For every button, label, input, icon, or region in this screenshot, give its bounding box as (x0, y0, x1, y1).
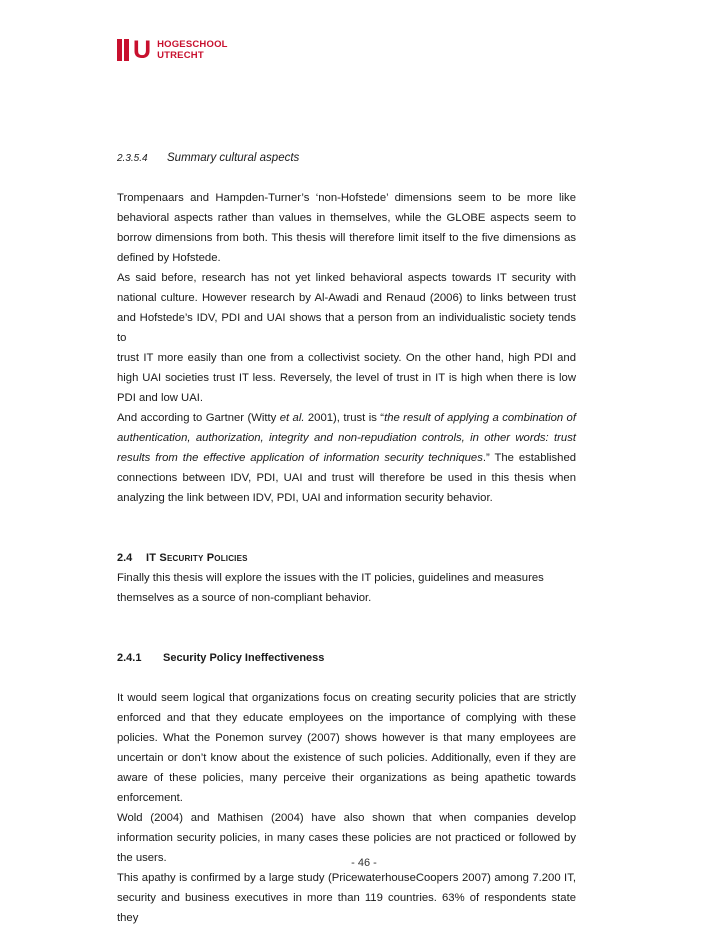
heading-title: Security Policy Ineffectiveness (163, 652, 325, 664)
heading-title: Summary cultural aspects (167, 152, 300, 164)
text-line: information security policies, in many cases these policies are not practiced or followed by (117, 832, 576, 844)
heading-title: IT Security Policies (146, 552, 248, 564)
text-run: And according to Gartner (Witty (117, 412, 280, 424)
text-line: Finally this thesis will explore the issues with the IT policies, guidelines and measures (117, 572, 544, 584)
text-run-italic: et al. (279, 412, 305, 424)
text-line (117, 428, 576, 448)
text-line: enforced and that they educate employees on the importance of complying with these (117, 712, 576, 724)
text-line: Wold (2004) and Mathisen (2004) have also shown that when companies develop (117, 812, 576, 824)
text-line: uncertain or don’t know about the existence of such policies. Additionally, even if they are (117, 752, 576, 764)
page-content (117, 148, 576, 928)
text-line (117, 448, 576, 468)
text-line: the users. (117, 852, 167, 864)
text-line: and Hofstede’s IDV, PDI and UAI shows that a person from an individualistic society tends to (117, 312, 576, 344)
heading-2-3-5-4 (117, 148, 576, 168)
text-run: .” The established (482, 452, 577, 464)
logo-text (157, 39, 228, 61)
paragraph-7 (117, 868, 576, 928)
text-run: 2001), trust is “ (304, 412, 385, 424)
heading-number: 2.3.5.4 (117, 152, 148, 164)
paragraph-1 (117, 188, 576, 268)
text-line: themselves as a source of non-compliant behavior. (117, 592, 372, 604)
text-line: analyzing the link between IDV, PDI, UAI and information security behavior. (117, 492, 493, 504)
text-line: policies. What the Ponemon survey (2007) shows however is that many employees are (117, 732, 576, 744)
text-line: defined by Hofstede. (117, 252, 221, 264)
text-line: Trompenaars and Hampden-Turner’s ‘non-Hofstede’ dimensions seem to be more like (117, 192, 576, 204)
text-line: enforcement. (117, 792, 183, 804)
hu-logo-mark-icon (117, 38, 151, 62)
logo-bar-2 (124, 39, 129, 61)
text-line: PDI and low UAI. (117, 392, 204, 404)
text-line: borrow dimensions from both. This thesis will therefore limit itself to the five dimensions as (117, 232, 576, 244)
text-line: trust IT more easily than one from a collectivist society. On the other hand, high PDI and (117, 352, 576, 364)
paragraph-3 (117, 408, 576, 508)
logo-u-glyph: U (133, 36, 152, 64)
paragraph-5 (117, 688, 576, 808)
heading-number: 2.4.1 (117, 652, 142, 664)
text-run-italic: authentication, authorization, integrity and non-repudiation controls, in other words: trust (117, 432, 576, 444)
text-run-italic: results from the effective application of information security techniques (117, 452, 483, 464)
text-line: This apathy is confirmed by a large study (PricewaterhouseCoopers 2007) among 7.200 IT, (117, 872, 576, 884)
text-line: As said before, research has not yet linked behavioral aspects towards IT security with (117, 272, 576, 284)
paragraph-2 (117, 268, 576, 408)
text-line: connections between IDV, PDI, UAI and trust will therefore be used in this thesis when (117, 472, 576, 484)
heading-2-4 (117, 548, 576, 568)
text-line: behavioral aspects rather than values in themselves, while the GLOBE aspects seem to (117, 212, 576, 224)
logo-line-2: UTRECHT (157, 50, 204, 61)
text-line: high UAI societies trust IT less. Reversely, the level of trust in IT is high when there is low (117, 372, 576, 384)
text-run-italic: the result of applying a combination of (384, 412, 576, 424)
text-line: It would seem logical that organizations focus on creating security policies that are strictly (117, 692, 576, 704)
text-line: security and business executives in more than 119 countries. 63% of respondents state they (117, 892, 576, 924)
heading-2-4-1 (117, 648, 576, 668)
heading-number: 2.4 (117, 552, 133, 564)
paragraph-4 (117, 568, 576, 608)
hogeschool-utrecht-logo (117, 38, 228, 62)
text-line: aware of these policies, many perceive their organizations as being apathetic towards (117, 772, 576, 784)
text-line: national culture. However research by Al-Awadi and Renaud (2006) to links between trust (117, 292, 576, 304)
page-number: - 46 - (351, 857, 377, 869)
text-line (117, 408, 576, 428)
logo-bar-1 (117, 39, 122, 61)
logo-line-1: HOGESCHOOL (157, 39, 228, 50)
